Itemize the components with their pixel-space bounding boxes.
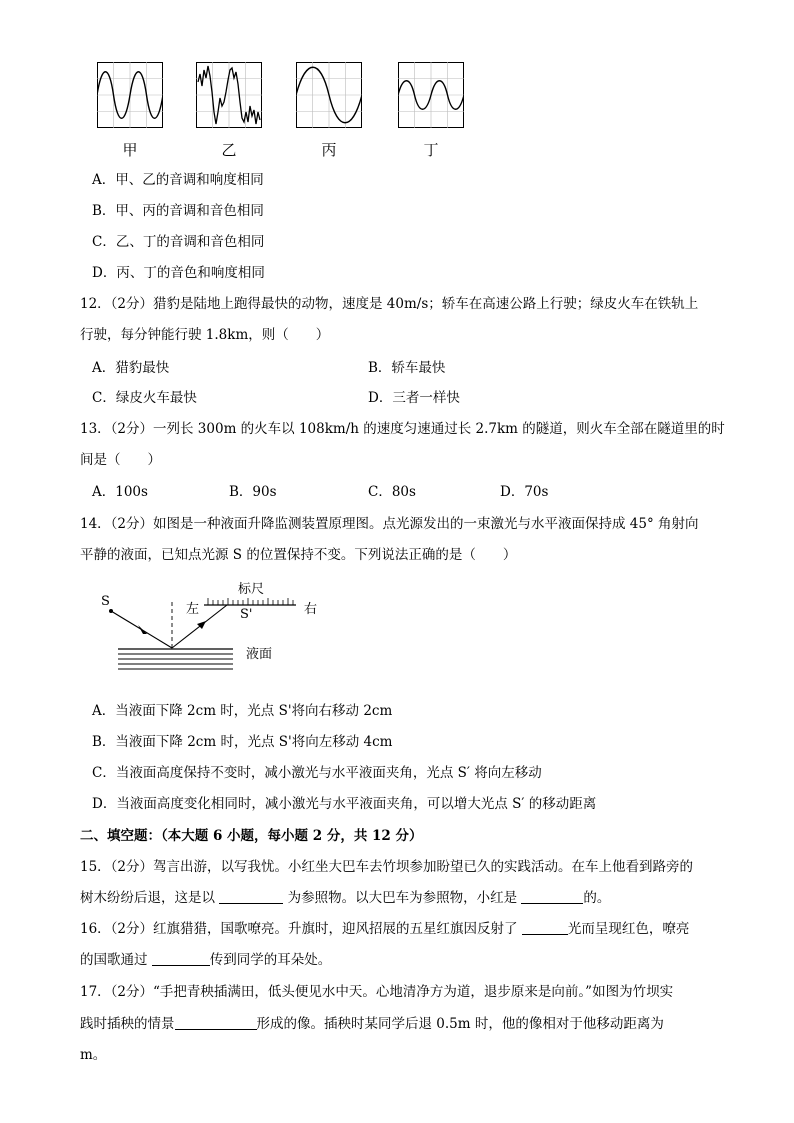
q15-stem-line1: 15．（2分）驾言出游，以写我忧。小红坐大巴车去竹坝参加盼望已久的实践活动。在车上他看到路旁的 [80,859,694,875]
q16-blank-1[interactable] [522,921,568,935]
waveform-bing [296,62,362,128]
wave-label-ding: 丁 [423,141,439,159]
q11-option-c: C．乙、丁的音调和音色相同 [92,234,265,250]
q16-text-a: 16．（2分）红旗猎猎，国歌嘹亮。升旗时，迎风招展的五星红旗因反射了 [80,921,518,937]
wave-label-bing: 丙 [321,141,337,159]
q12-option-d: D．三者一样快 [368,390,460,406]
q11-option-b: B．甲、丙的音调和音色相同 [92,203,264,219]
q15-stem-line2 [80,886,610,906]
q14-option-c: C．当液面高度保持不变时，减小激光与水平液面夹角，光点 S′ 将向左移动 [92,765,542,781]
q13-stem-line1: 13．（2分）一列长 300m 的火车以 108km/h 的速度匀速通过长 2.7km 的隧道，则火车全部在隧道里的时 [80,421,725,437]
diagram-s-prime-label: S' [240,607,253,622]
q12-option-b: B．轿车最快 [368,360,446,376]
q12-option-a: A．猎豹最快 [92,360,170,376]
q15-blank-2[interactable] [521,890,583,904]
q14-option-b: B．当液面下降 2cm 时，光点 S'将向左移动 4cm [92,734,393,750]
waveform-jia [97,62,163,128]
diagram-ruler-label: 标尺 [238,582,265,597]
waveform-yi [196,62,262,128]
diagram-s-label: S [101,594,110,609]
q11-option-d: D．丙、丁的音色和响度相同 [92,265,265,281]
q11-option-a: A．甲、乙的音调和响度相同 [92,172,264,188]
q14-option-a: A．当液面下降 2cm 时，光点 S'将向右移动 2cm [92,703,393,719]
q17-stem-line1: 17．（2分）“手把青秧插满田，低头便见水中天。心地清净方为道，退步原来是向前。”如图为竹坝实 [80,984,674,1000]
q13-option-a: A．100s [92,484,148,500]
q14-option-d: D．当液面高度变化相同时，减小激光与水平液面夹角，可以增大光点 S′ 的移动距离 [92,796,597,812]
q16-stem-line1 [80,917,689,937]
q15-text-a: 树木纷纷后退，这是以 [80,890,215,906]
q13-option-c: C．80s [368,484,416,500]
q17-blank-1[interactable] [175,1016,257,1030]
waveform-ding [398,62,464,128]
q15-text-b: 为参照物。以大巴车为参照物，小红是 [287,890,518,906]
diagram-right-label: 右 [304,602,318,617]
q16-blank-2[interactable] [152,952,210,966]
q17-text-a: 践时插秧的情景 [80,1016,175,1032]
q14-stem-line1: 14．（2分）如图是一种液面升降监测装置原理图。点光源发出的一束激光与水平液面保持成 45° 角射向 [80,516,699,532]
q12-stem-line2: 行驶，每分钟能行驶 1.8km，则（ ） [80,327,330,343]
section-title-fill-in: 二、填空题：（本大题 6 小题，每小题 2 分，共 12 分） [80,828,423,844]
q14-stem-line2: 平静的液面，已知点光源 S 的位置保持不变。下列说法正确的是（ ） [80,547,517,563]
q16-stem-line2 [80,948,331,968]
q15-text-c: 的。 [583,890,611,906]
q17-stem-line3: m。 [80,1047,107,1063]
diagram-left-label: 左 [186,602,200,617]
q12-option-c: C．绿皮火车最快 [92,390,197,406]
q17-text-b: 形成的像。插秧时某同学后退 0.5m 时，他的像相对于他移动距离为 [256,1016,664,1032]
q13-option-d: D．70s [500,484,549,500]
diagram-liquid-label: 液面 [246,647,273,662]
q17-stem-line2 [80,1012,664,1032]
q12-stem-line1: 12．（2分）猎豹是陆地上跑得最快的动物，速度是 40m/s；轿车在高速公路上行驶；绿皮火车在铁轨上 [80,296,699,312]
wave-label-yi: 乙 [221,141,237,159]
q15-blank-1[interactable] [219,890,283,904]
q13-option-b: B．90s [229,484,277,500]
wave-label-jia: 甲 [122,141,138,159]
q16-text-d: 传到同学的耳朵处。 [209,952,332,968]
q16-text-b: 光而呈现红色，嘹亮 [567,921,690,937]
q13-stem-line2: 间是（ ） [80,452,161,468]
q16-text-c: 的国歌通过 [80,952,148,968]
liquid-level-diagram [90,572,330,682]
